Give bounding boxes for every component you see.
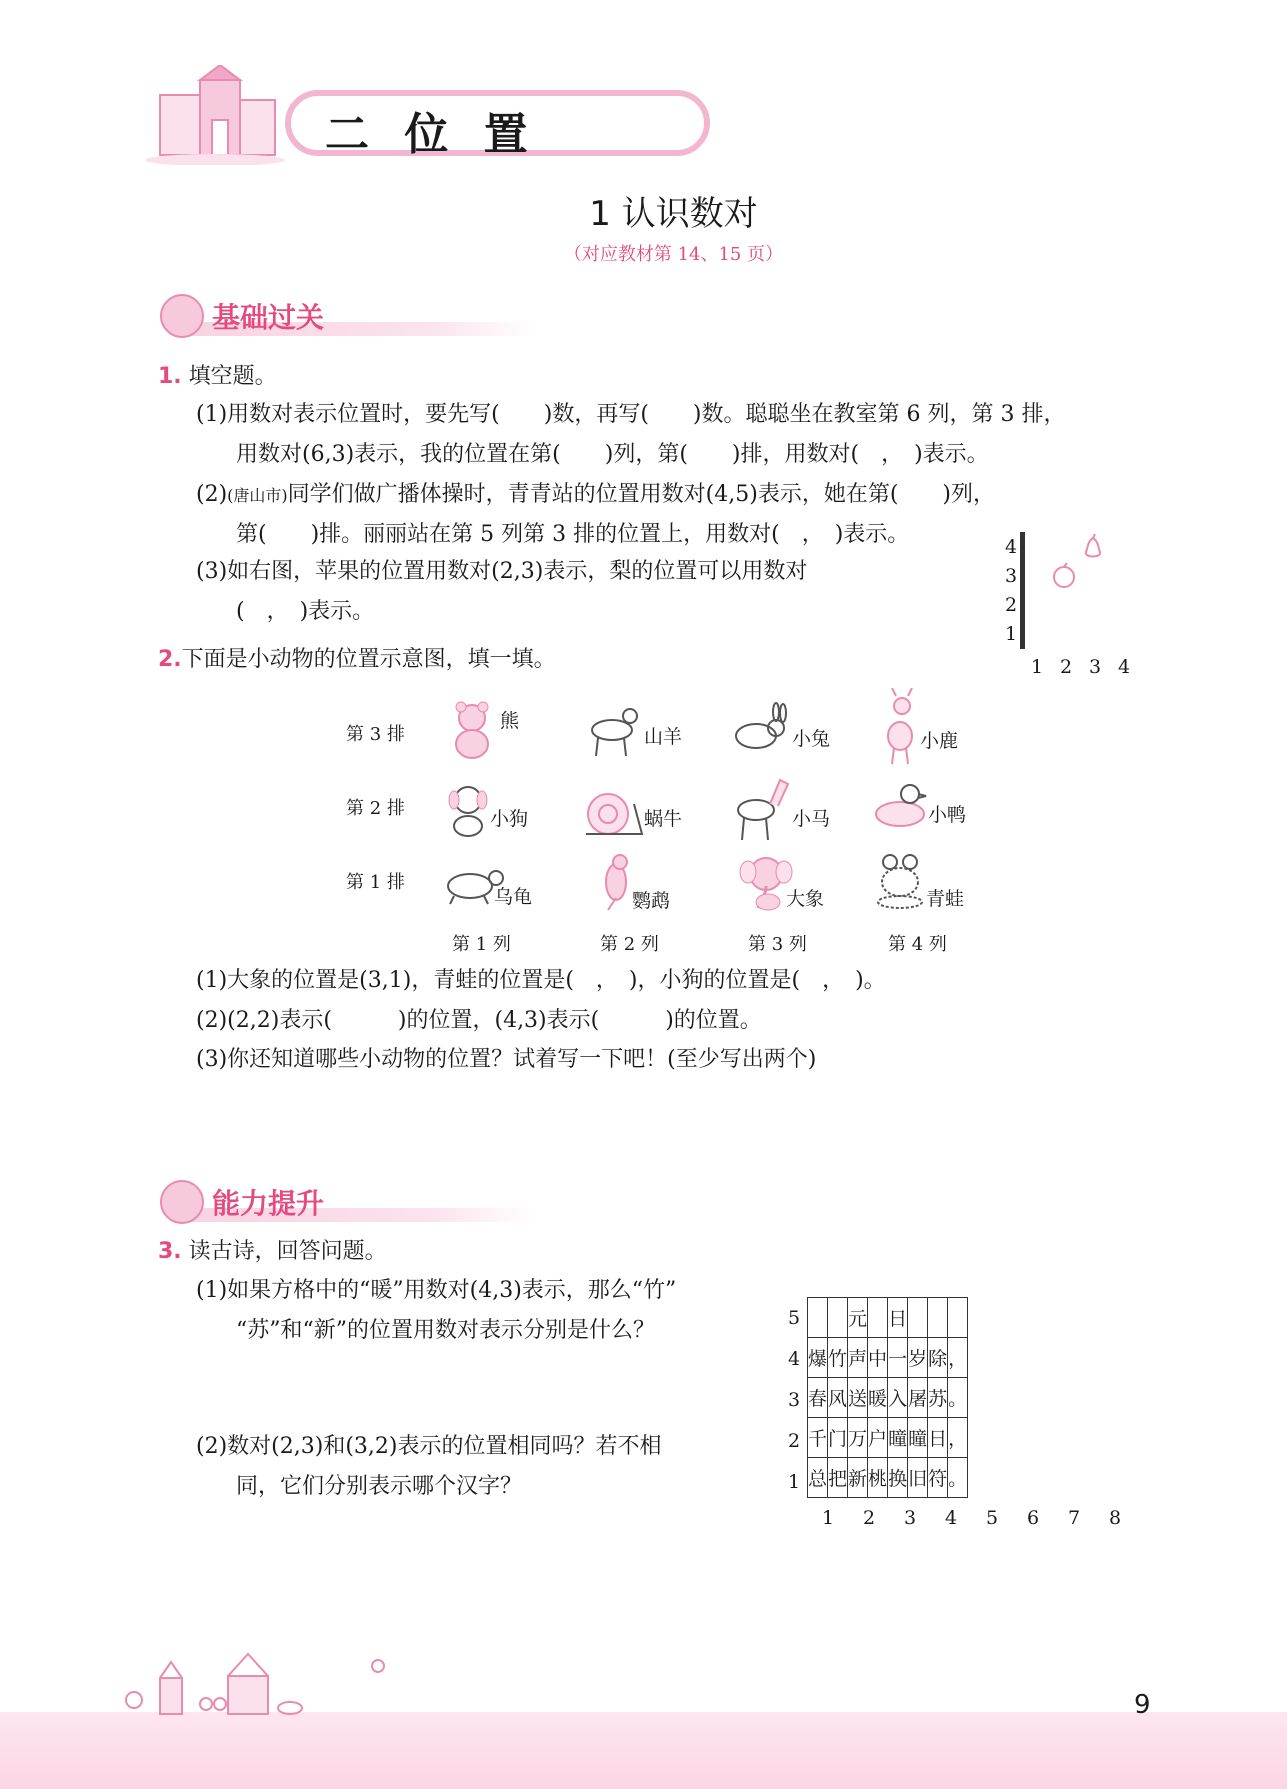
- col-label-1: 第 1 列: [452, 934, 511, 955]
- poem-row-5: 元 日: [808, 1298, 968, 1338]
- row-label-2: 第 2 排: [346, 798, 405, 819]
- poem-row-3: 春 风 送 暖 入 屠 苏 。: [808, 1378, 968, 1418]
- animal-dog: 小狗: [444, 780, 564, 850]
- question-3-title: 3. 读古诗，回答问题。: [158, 1239, 387, 1264]
- animal-goat: 山羊: [582, 700, 702, 770]
- q1-part3-line2: ( ， )表示。: [236, 599, 375, 624]
- animal-deer: 小鹿: [876, 688, 996, 768]
- frog-icon: [872, 852, 928, 912]
- parrot-icon: [596, 850, 636, 912]
- lesson-subtitle: （对应教材第 14、15 页）: [563, 244, 784, 265]
- section-title: 基础过关: [212, 301, 325, 334]
- question-1-title: 1. 填空题。: [158, 364, 277, 389]
- animal-horse: 小马: [730, 770, 850, 850]
- section-header-basic: [160, 292, 540, 338]
- q1-part2-line1: (2)(唐山市)同学们做广播体操时，青青站的位置用数对(4,5)表示，她在第( )列，: [196, 482, 995, 507]
- animal-elephant: 大象: [738, 850, 858, 930]
- q1-part1-line1: (1)用数对表示位置时，要先写( )数，再写( )数。聪聪坐在教室第 6 列，第 3 排，: [196, 402, 1066, 427]
- row-label-3: 第 3 排: [346, 724, 405, 745]
- q3-part1-line1: (1)如果方格中的“暖”用数对(4,3)表示，那么“竹”: [196, 1278, 677, 1303]
- chapter-banner: [150, 70, 570, 170]
- col-label-4: 第 4 列: [888, 934, 947, 955]
- col-label-2: 第 2 列: [600, 934, 659, 955]
- section-title: 能力提升: [212, 1187, 325, 1220]
- question-2-title: 2.下面是小动物的位置示意图，填一填。: [158, 647, 556, 672]
- poem-row-2: 千 门 万 户 曈 曈 日 ，: [808, 1418, 968, 1458]
- q1-part1-line2: 用数对(6,3)表示，我的位置在第( )列，第( )排，用数对( ， )表示。: [236, 442, 989, 467]
- q2-part1: (1)大象的位置是(3,1)，青蛙的位置是( ， )，小狗的位置是( ， )。: [196, 968, 886, 993]
- horse-icon: [730, 770, 790, 844]
- region-tag: (唐山市): [227, 486, 288, 505]
- bear-icon: [448, 700, 496, 760]
- q1-part2-line2: 第( )排。丽丽站在第 5 列第 3 排的位置上，用数对( ， )表示。: [236, 522, 910, 547]
- row-label-1: 第 1 排: [346, 872, 405, 893]
- poem-row-4: 爆 竹 声 中 一 岁 除 ，: [808, 1338, 968, 1378]
- duck-icon: [870, 778, 934, 834]
- animal-frog: 青蛙: [872, 852, 992, 932]
- q2-part3: (3)你还知道哪些小动物的位置？试着写一下吧！(至少写出两个): [196, 1047, 817, 1072]
- animal-duck: 小鸭: [870, 778, 990, 848]
- page-number: 9: [1134, 1690, 1151, 1720]
- section-header-advanced: [160, 1178, 540, 1224]
- animal-bear: 熊: [448, 700, 568, 770]
- town-illustration-icon: [120, 1648, 420, 1718]
- poem-row-1: 总 把 新 桃 换 旧 符 。: [808, 1458, 968, 1498]
- rabbit-icon: [730, 700, 790, 760]
- footer-band: [0, 1712, 1287, 1789]
- col-label-3: 第 3 列: [748, 934, 807, 955]
- animal-parrot: 鹦鹉: [596, 850, 716, 930]
- owl-icon: [160, 1180, 204, 1224]
- snail-icon: [582, 782, 646, 842]
- deer-icon: [876, 688, 926, 768]
- q3-part1-line2: “苏”和“新”的位置用数对表示分别是什么？: [236, 1318, 655, 1343]
- pear-icon: [1078, 532, 1108, 562]
- q3-part2-line1: (2)数对(2,3)和(3,2)表示的位置相同吗？若不相: [196, 1434, 662, 1459]
- animal-snail: 蜗牛: [582, 782, 702, 852]
- lesson-title: 1 认识数对: [589, 194, 758, 234]
- dog-icon: [444, 780, 494, 840]
- goat-icon: [582, 700, 642, 760]
- animal-rabbit: 小兔: [730, 700, 850, 770]
- q3-part2-line2: 同，它们分别表示哪个汉字？: [236, 1474, 523, 1499]
- apple-icon: [1049, 561, 1079, 591]
- globe-icon: [160, 294, 204, 338]
- animal-turtle: 乌龟: [442, 858, 562, 928]
- q1-part3-line1: (3)如右图，苹果的位置用数对(2,3)表示，梨的位置可以用数对: [196, 559, 808, 584]
- building-illustration-icon: [140, 65, 290, 165]
- chapter-title: 二 位 置: [325, 109, 538, 160]
- q2-part2: (2)(2,2)表示( )的位置，(4,3)表示( )的位置。: [196, 1008, 762, 1033]
